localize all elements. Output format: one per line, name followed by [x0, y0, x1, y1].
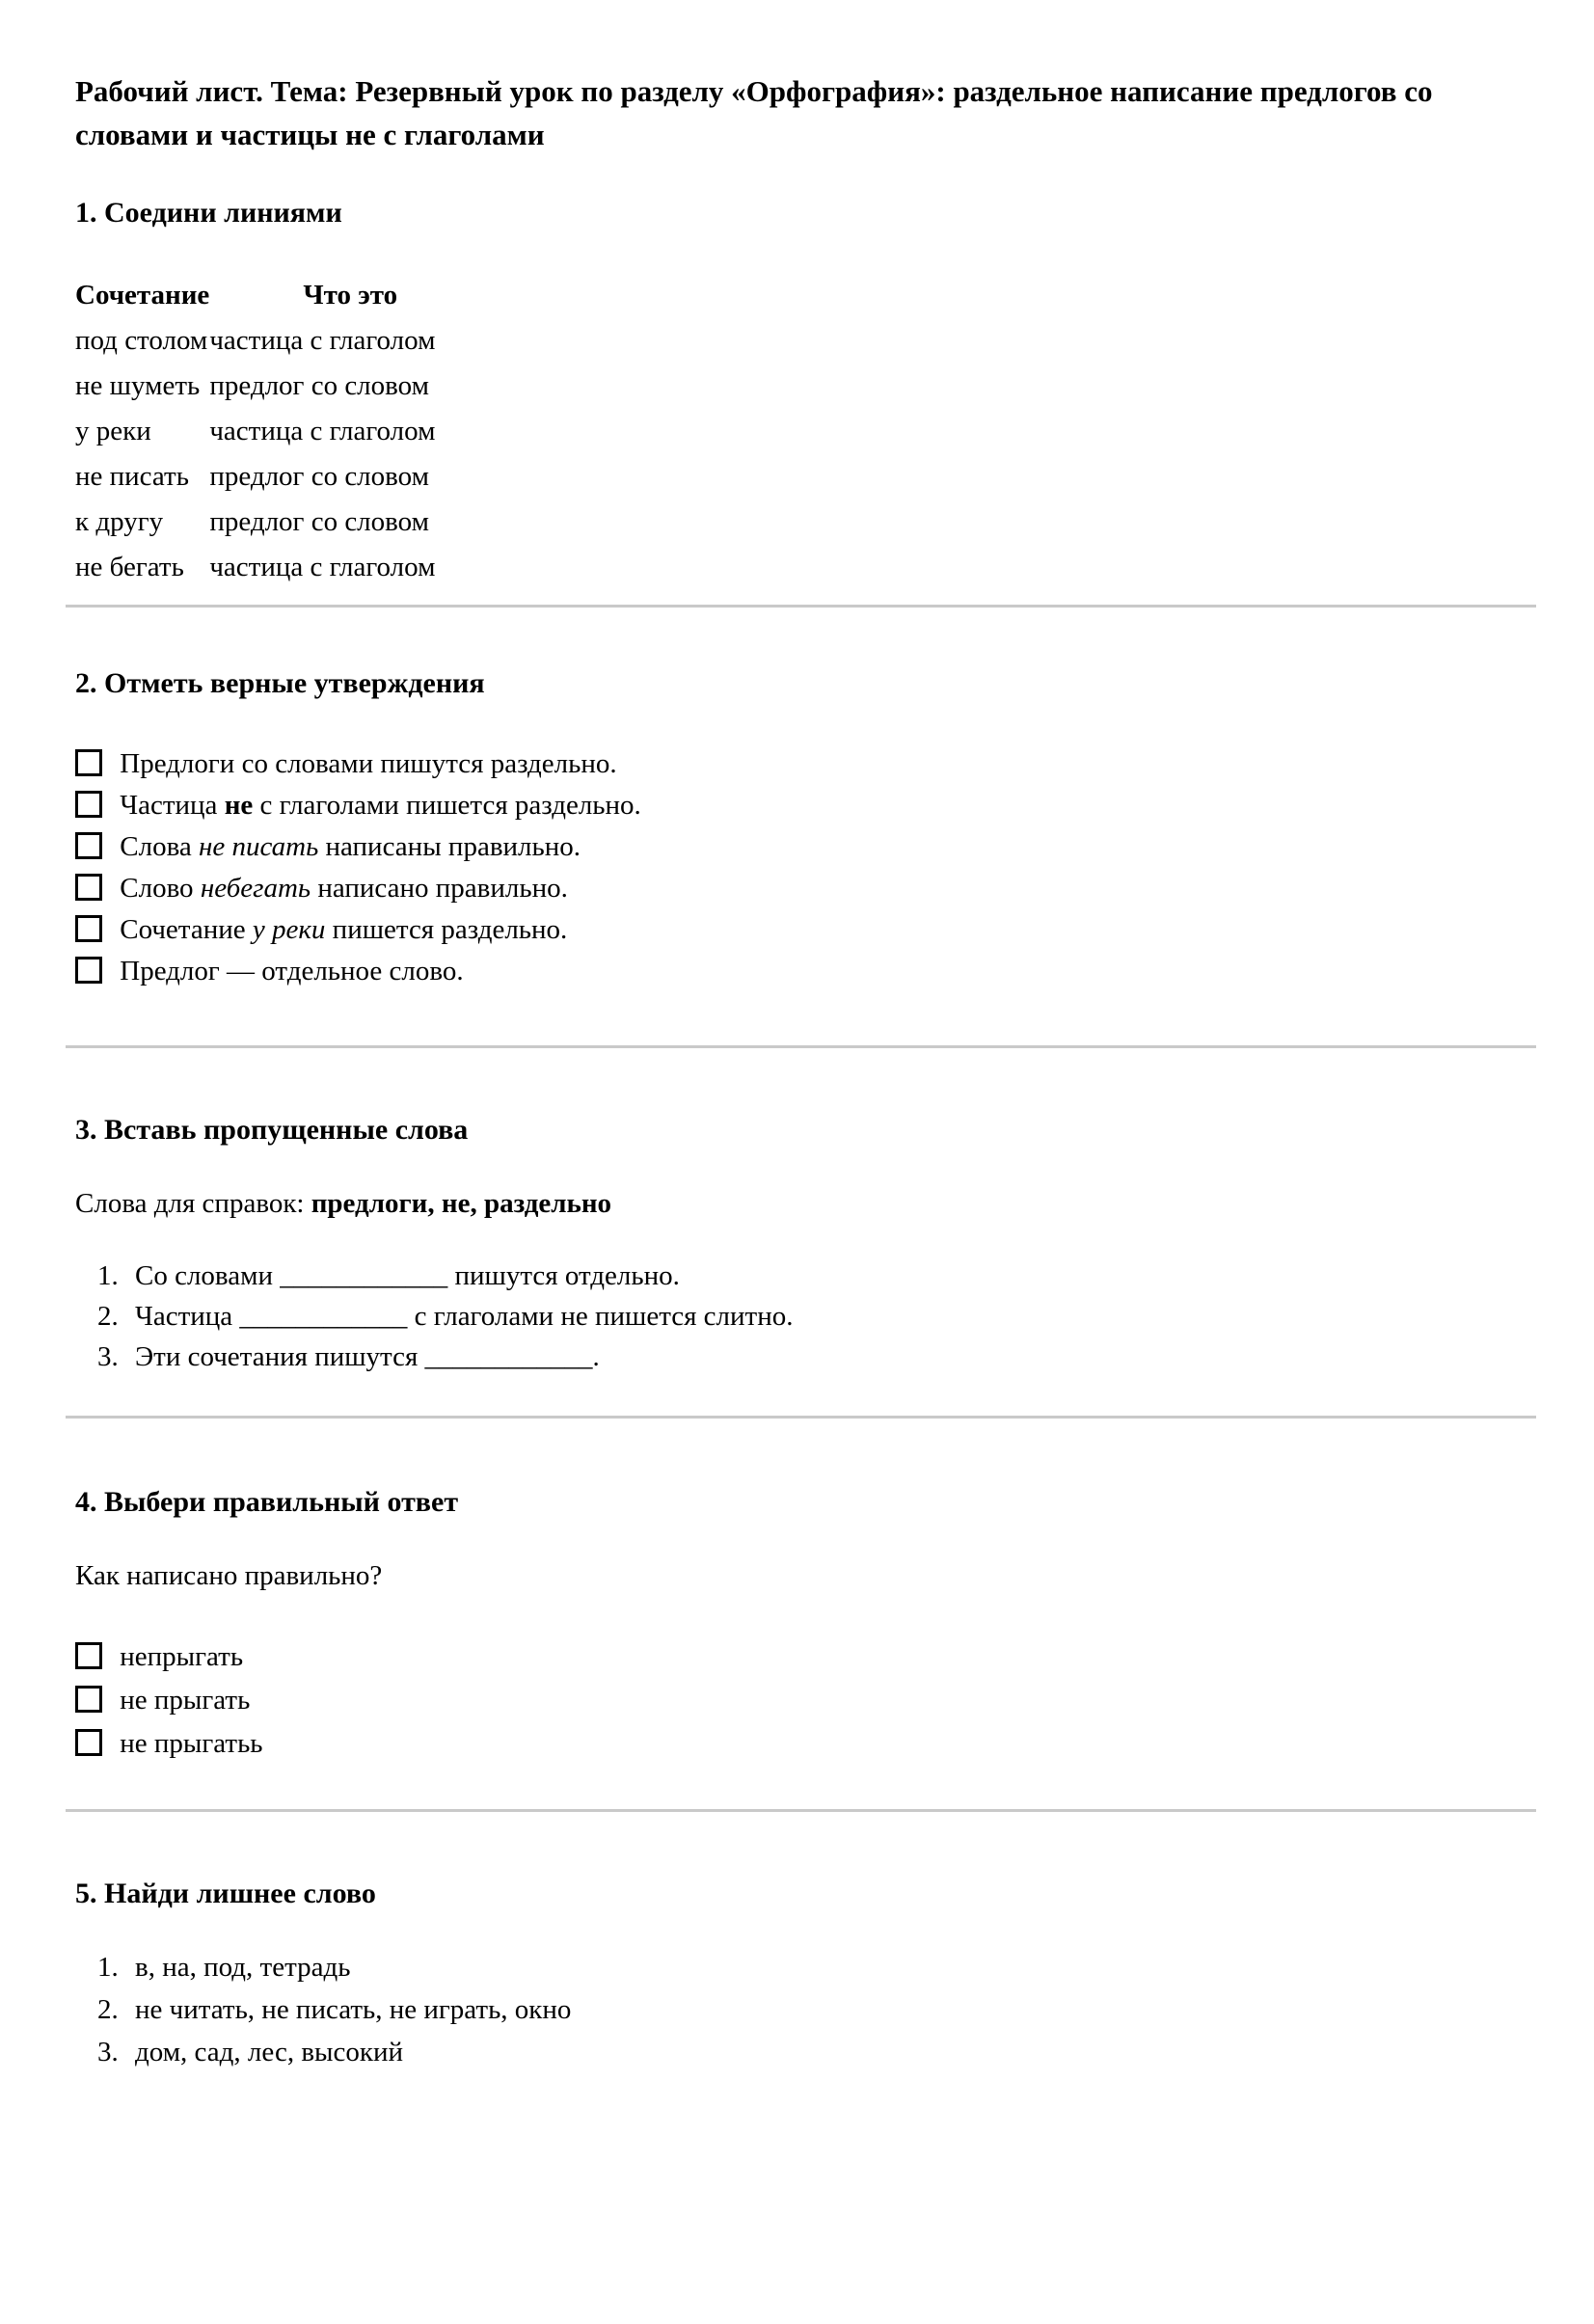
section-divider [66, 1416, 1536, 1419]
statement-checkbox[interactable] [75, 749, 102, 776]
match-right-term[interactable]: предлог со словом [209, 461, 429, 492]
statement-row [75, 826, 1594, 868]
fill-blank-item [125, 1337, 1594, 1377]
match-table-header-row [75, 273, 435, 318]
worksheet-page [0, 69, 1594, 2324]
odd-word-row[interactable]: дом, сад, лес, высокий [135, 2037, 404, 2067]
match-right-term[interactable]: частица с глаголом [209, 325, 436, 356]
odd-word-item [125, 2031, 1594, 2073]
odd-word-item [125, 1946, 1594, 1988]
match-right-term[interactable]: предлог со словом [209, 370, 429, 401]
answer-checkbox[interactable] [75, 1729, 102, 1756]
statement-checkbox[interactable] [75, 874, 102, 901]
match-right-term[interactable]: предлог со словом [209, 506, 429, 537]
section-true-statements [0, 665, 1594, 992]
section-2-heading: 2. Отметь верные утверждения [75, 667, 485, 699]
section-odd-word [0, 1876, 1594, 2073]
section-choose-answer [0, 1484, 1594, 1766]
match-table [75, 273, 435, 590]
word-bank-label: Слова для справок: [75, 1188, 311, 1219]
odd-word-row[interactable]: не читать, не писать, не играть, окно [135, 1994, 572, 2025]
question-text: Как написано правильно? [75, 1560, 383, 1591]
word-bank-words: предлоги, не, раздельно [311, 1188, 612, 1219]
section-match-lines [0, 195, 1594, 590]
answer-option-text: непрыгать [120, 1641, 244, 1672]
fill-blank-sentence[interactable]: Эти сочетания пишутся ____________. [135, 1341, 600, 1372]
statement-text: Частица не с глаголами пишется раздельно. [120, 790, 641, 821]
page-title: Рабочий лист. Тема: Резервный урок по разделу «Орфография»: раздельное написание предлогов со словами и частицы не с глаголами [75, 74, 1433, 151]
match-col2-header: Что это [303, 280, 398, 311]
match-left-term[interactable]: под столом [75, 325, 208, 356]
match-right-term[interactable]: частица с глаголом [209, 416, 436, 446]
section-4-heading: 4. Выбери правильный ответ [75, 1486, 459, 1518]
word-bank [75, 1186, 1594, 1221]
fill-blanks-list [75, 1256, 1594, 1377]
section-5-heading: 5. Найди лишнее слово [75, 1878, 376, 1909]
match-col1-header: Сочетание [75, 280, 210, 311]
answer-option-row [75, 1722, 1594, 1766]
match-row [75, 409, 435, 454]
match-row [75, 545, 435, 590]
match-left-term[interactable]: не шуметь [75, 370, 201, 401]
match-left-term[interactable]: у реки [75, 416, 151, 446]
match-left-term[interactable]: не бегать [75, 552, 184, 582]
fill-blank-item [125, 1256, 1594, 1296]
match-row [75, 454, 435, 500]
statement-row [75, 785, 1594, 826]
answer-option-row [75, 1635, 1594, 1679]
odd-word-row[interactable]: в, на, под, тетрадь [135, 1952, 351, 1983]
section-divider [66, 1809, 1536, 1812]
match-right-term[interactable]: частица с глаголом [209, 552, 436, 582]
statement-row [75, 909, 1594, 951]
statement-checkbox[interactable] [75, 957, 102, 984]
statement-text: Слово небегать написано правильно. [120, 873, 568, 904]
odd-word-list [75, 1946, 1594, 2073]
fill-blank-item [125, 1296, 1594, 1337]
statement-text: Сочетание у реки пишется раздельно. [120, 914, 568, 945]
section-divider [66, 605, 1536, 608]
statement-row [75, 951, 1594, 992]
section-1-heading: 1. Соедини линиями [75, 197, 342, 229]
statement-text: Слова не писать написаны правильно. [120, 831, 581, 862]
statement-text: Предлоги со словами пишутся раздельно. [120, 748, 617, 779]
section-divider [66, 1045, 1536, 1048]
match-row [75, 364, 435, 409]
answer-option-row [75, 1679, 1594, 1722]
section-3-heading: 3. Вставь пропущенные слова [75, 1114, 469, 1146]
match-row [75, 318, 435, 364]
statement-text: Предлог — отдельное слово. [120, 956, 464, 986]
statement-checkbox[interactable] [75, 791, 102, 818]
match-left-term[interactable]: к другу [75, 506, 164, 537]
statements-list [75, 743, 1594, 992]
answer-option-text: не прыгать [120, 1685, 251, 1716]
odd-word-item [125, 1988, 1594, 2031]
statement-checkbox[interactable] [75, 915, 102, 942]
statement-row [75, 743, 1594, 785]
section-fill-blanks [0, 1112, 1594, 1377]
statement-row [75, 868, 1594, 909]
fill-blank-sentence[interactable]: Со словами ____________ пишутся отдельно. [135, 1260, 680, 1291]
match-row [75, 500, 435, 545]
fill-blank-sentence[interactable]: Частица ____________ с глаголами не пишется слитно. [135, 1301, 794, 1332]
statement-checkbox[interactable] [75, 832, 102, 859]
answer-option-text: не прыгатьь [120, 1728, 263, 1759]
answer-checkbox[interactable] [75, 1642, 102, 1669]
answer-checkbox[interactable] [75, 1686, 102, 1713]
match-left-term[interactable]: не писать [75, 461, 189, 492]
answer-options-list [75, 1635, 1594, 1766]
